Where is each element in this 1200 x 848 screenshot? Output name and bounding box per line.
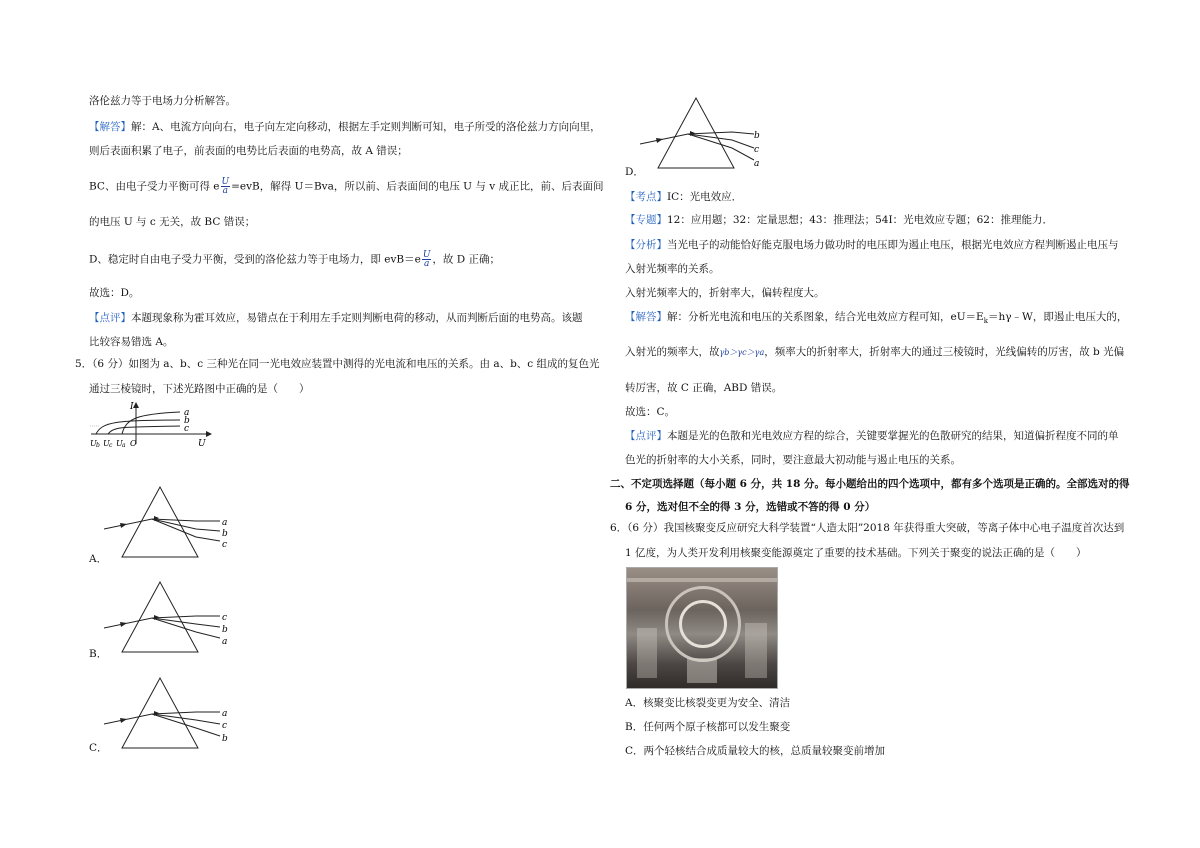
ray-label: a [222, 637, 228, 647]
answer-tag: 【解答】 [89, 121, 131, 133]
zhuanti-line [625, 213, 1053, 227]
fraction-num: U [422, 250, 431, 260]
tick-sub: a [122, 442, 126, 448]
comment-tag: 【点评】 [625, 430, 667, 442]
question-6-stem: 1 亿度，为人类开发利用核聚变能源奠定了重要的技术基础。下列关于聚变的说法正确的是（ ） [625, 547, 1087, 559]
answer-text: 解：A、电流方向向右，电子向左定向移动，根据左手定则判断可知，电子所受的洛伦兹力方向向里， [131, 121, 601, 133]
ray-label: c [222, 540, 228, 550]
ray-label: c [222, 721, 228, 731]
ray-label: c [754, 145, 760, 155]
tick-label: U [116, 439, 123, 448]
ray-label: b [222, 529, 228, 539]
fraction [422, 251, 432, 268]
formula: γb＞γc＞γa [719, 348, 765, 357]
text-line: 色光的折射率的大小关系，同时，要注意最大初动能与遏止电压的关系。 [625, 454, 961, 466]
ray-label: a [222, 518, 228, 528]
ray-label: b [222, 625, 228, 635]
tick-label: U [103, 439, 110, 448]
graph-y-label: I [130, 402, 134, 412]
question-6-stem: 6．（6 分）我国核聚变反应研究大科学装置“人造太阳”2018 年获得重大突破，等离子体中心电子温度首次达到 [610, 522, 1125, 534]
comment-line [89, 311, 583, 325]
answer-line [89, 120, 601, 134]
fraction-den: a [423, 259, 430, 269]
section-2-title: 6 分，选对但不全的得 3 分，选错或不答的得 0 分） [625, 501, 876, 513]
prism-option-b [100, 580, 240, 660]
question-5-stem: 通过三棱镜时，下述光路图中正确的是（ ） [89, 383, 310, 395]
tick-sub: c [109, 442, 113, 448]
text-span: BC、由电子受力平衡可得 e [89, 180, 220, 193]
text-line [625, 345, 1124, 360]
ray-label: b [222, 734, 228, 744]
kaodian-text: IC：光电效应． [667, 191, 743, 203]
option-a-label: A． [89, 553, 108, 565]
text-span: =evB，解得 U＝Bva，所以前、后表面间的电压 U 与 v 成正比，前、后表面间 [231, 180, 604, 193]
graph-x-label: U [198, 439, 206, 448]
answer-line [625, 310, 1127, 328]
comment-text: 本题现象称为霍耳效应，易错点在于利用左手定则判断电荷的移动，从而判断后面的电势高。该题 [131, 312, 583, 324]
iu-graph [86, 400, 216, 448]
ray-label: c [222, 613, 228, 623]
text-span: ，频率大的折射率大，折射率大的通过三棱镜时，光线偏转的厉害，故 b 光偏 [764, 346, 1125, 358]
fraction-num: U [221, 177, 230, 187]
tick-label: O [130, 439, 137, 448]
answer-text: ＝hγ﹣W，即遏止电压大的， [987, 311, 1128, 323]
question-5-stem: 5．（6 分）如图为 a、b、c 三种光在同一光电效应装置中测得的光电流和电压的关系。由 a、b、c 组成的复色光 [75, 358, 600, 370]
text-line [89, 178, 603, 195]
text-line [89, 251, 500, 268]
option-6a: A．核聚变比核裂变更为安全、清洁 [625, 697, 791, 709]
text-line: 故选：C。 [625, 406, 676, 418]
ray-label: b [754, 131, 760, 141]
zhuanti-tag: 【专题】 [625, 214, 667, 226]
comment-text: 本题是光的色散和光电效应方程的综合，关键要掌握光的色散研究的结果，知道偏折程度不同的单 [667, 430, 1119, 442]
fraction-den: a [222, 186, 228, 196]
curve-label: b [184, 416, 190, 426]
comment-line [625, 429, 1119, 443]
text-line: 比较容易错选 A。 [89, 336, 174, 348]
fusion-device-photo [626, 567, 778, 689]
text-line: 的电压 U 与 c 无关，故 BC 错误； [89, 216, 256, 228]
curve-label: c [184, 424, 190, 434]
text-line: 入射光频率的关系。 [625, 263, 720, 275]
zhuanti-text: 12：应用题；32：定量思想；43：推理法；54I：光电效应专题；62：推理能力． [667, 214, 1053, 226]
text-line: 洛伦兹力等于电场力分析解答。 [89, 95, 236, 107]
prism-option-c [100, 676, 240, 756]
text-span: D、稳定时自由电子受力平衡，受到的洛伦兹力等于电场力，即 evB＝e [89, 253, 421, 266]
fenxi-text: 当光电子的动能恰好能克服电场力做功时的电压即为遏止电压，根据光电效应方程判断遏止电压与 [667, 239, 1119, 251]
kaodian-tag: 【考点】 [625, 191, 667, 203]
ray-label: a [754, 159, 760, 169]
text-line: 故选：D。 [89, 287, 140, 299]
tick-sub: b [96, 442, 100, 448]
prism-option-a [100, 485, 240, 565]
tick-label: U [90, 439, 97, 448]
text-line: 转厉害，故 C 正确，ABD 错误。 [625, 382, 783, 394]
fraction [221, 178, 231, 195]
text-span: ，故 D 正确； [432, 253, 501, 266]
option-b-label: B． [89, 648, 108, 660]
option-6c: C．两个轻核结合成质量较大的核，总质量较聚变前增加 [625, 745, 886, 757]
option-c-label: C． [89, 742, 108, 754]
answer-text: 解：分析光电流和电压的关系图象，结合光电效应方程可知，eU＝E [667, 311, 984, 323]
text-line: 入射光频率大的，折射率大，偏转程度大。 [625, 287, 825, 299]
kaodian-line [625, 190, 742, 204]
subscript: k [983, 317, 988, 326]
fenxi-tag: 【分析】 [625, 239, 667, 251]
comment-tag: 【点评】 [89, 312, 131, 324]
text-line: 则后表面积累了电子，前表面的电势比后表面的电势高，故 A 错误； [89, 145, 408, 157]
option-d-label: D． [625, 166, 644, 178]
fenxi-line [625, 238, 1119, 252]
option-6b: B．任何两个原子核都可以发生聚变 [625, 721, 791, 733]
text-span: 入射光的频率大，故 [625, 346, 720, 358]
section-2-title: 二、不定项选择题（每小题 6 分，共 18 分。每小题给出的四个选项中，都有多个选项是正确的。全部选对的得 [610, 478, 1130, 490]
answer-tag: 【解答】 [625, 311, 667, 323]
prism-option-d [636, 96, 776, 176]
curve-label: a [184, 408, 190, 418]
ray-label: a [222, 709, 228, 719]
